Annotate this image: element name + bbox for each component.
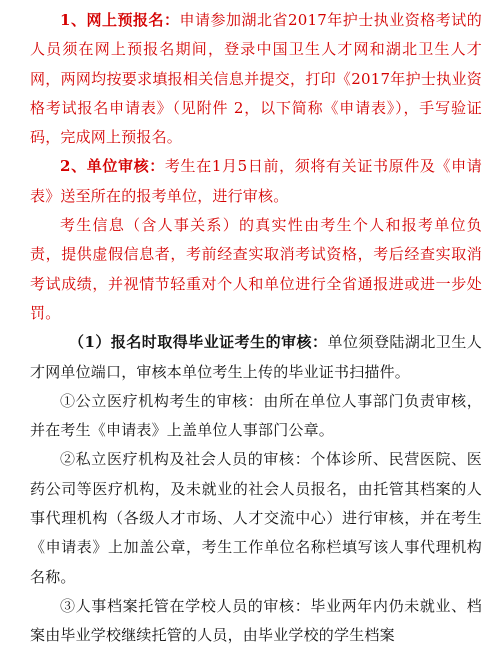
text-information-authenticity: 考生信息（含人事关系）的真实性由考生个人和报考单位负责，提供虚假信息者，考前经查实取消考试资格，考后经查实取消考试成绩，并视情节轻重对个人和单位进行全省通报进或进一步处罚。 (30, 216, 482, 322)
paragraph-private-institution-review (30, 445, 482, 591)
heading-unit-review: 2、单位审核： (60, 157, 165, 176)
paragraph-online-preregistration (30, 6, 482, 152)
heading-online-preregistration: 1、网上预报名： (60, 11, 180, 29)
heading-graduates-review: （1）报名时取得毕业证考生的审核： (69, 333, 328, 352)
paragraph-information-authenticity (30, 211, 482, 328)
text-online-preregistration: 申请参加湖北省2017年护士执业资格考试的人员须在网上预报名期间，登录中国卫生人才网和湖北卫生人才网，两网均按要求填报相关信息并提交，打印《2017年护士执业资格考试报名申请表》（见附件 2，以下简称《申请表》），手写验证码，完成网上预报名。 (30, 11, 482, 147)
paragraph-school-archive-review (30, 592, 482, 651)
paragraph-graduates-review (30, 328, 482, 387)
paragraph-public-institution-review (30, 387, 482, 446)
text-graduates-review: 单位须登陆湖北卫生人才网单位端口，审核本单位考生上传的毕业证书扫描件。 (30, 333, 482, 381)
paragraph-unit-review (30, 152, 482, 211)
text-unit-review: 考生在1月5日前，须将有关证书原件及《申请表》送至所在的报考单位，进行审核。 (30, 157, 482, 205)
text-school-archive-review: ③人事档案托管在学校人员的审核：毕业两年内仍未就业、档案由毕业学校继续托管的人员，由毕业学校的学生档案 (30, 596, 482, 645)
text-public-institution-review: ①公立医疗机构考生的审核：由所在单位人事部门负责审核，并在考生《申请表》上盖单位人事部门公章。 (30, 391, 482, 440)
text-private-institution-review: ②私立医疗机构及社会人员的审核：个体诊所、民营医院、医药公司等医疗机构，及未就业的社会人员报名，由托管其档案的人事代理机构（各级人才市场、人才交流中心）进行审核，并在考生《申请表》上加盖公章，考生工作单位名称栏填写该人事代理机构名称。 (30, 450, 482, 586)
